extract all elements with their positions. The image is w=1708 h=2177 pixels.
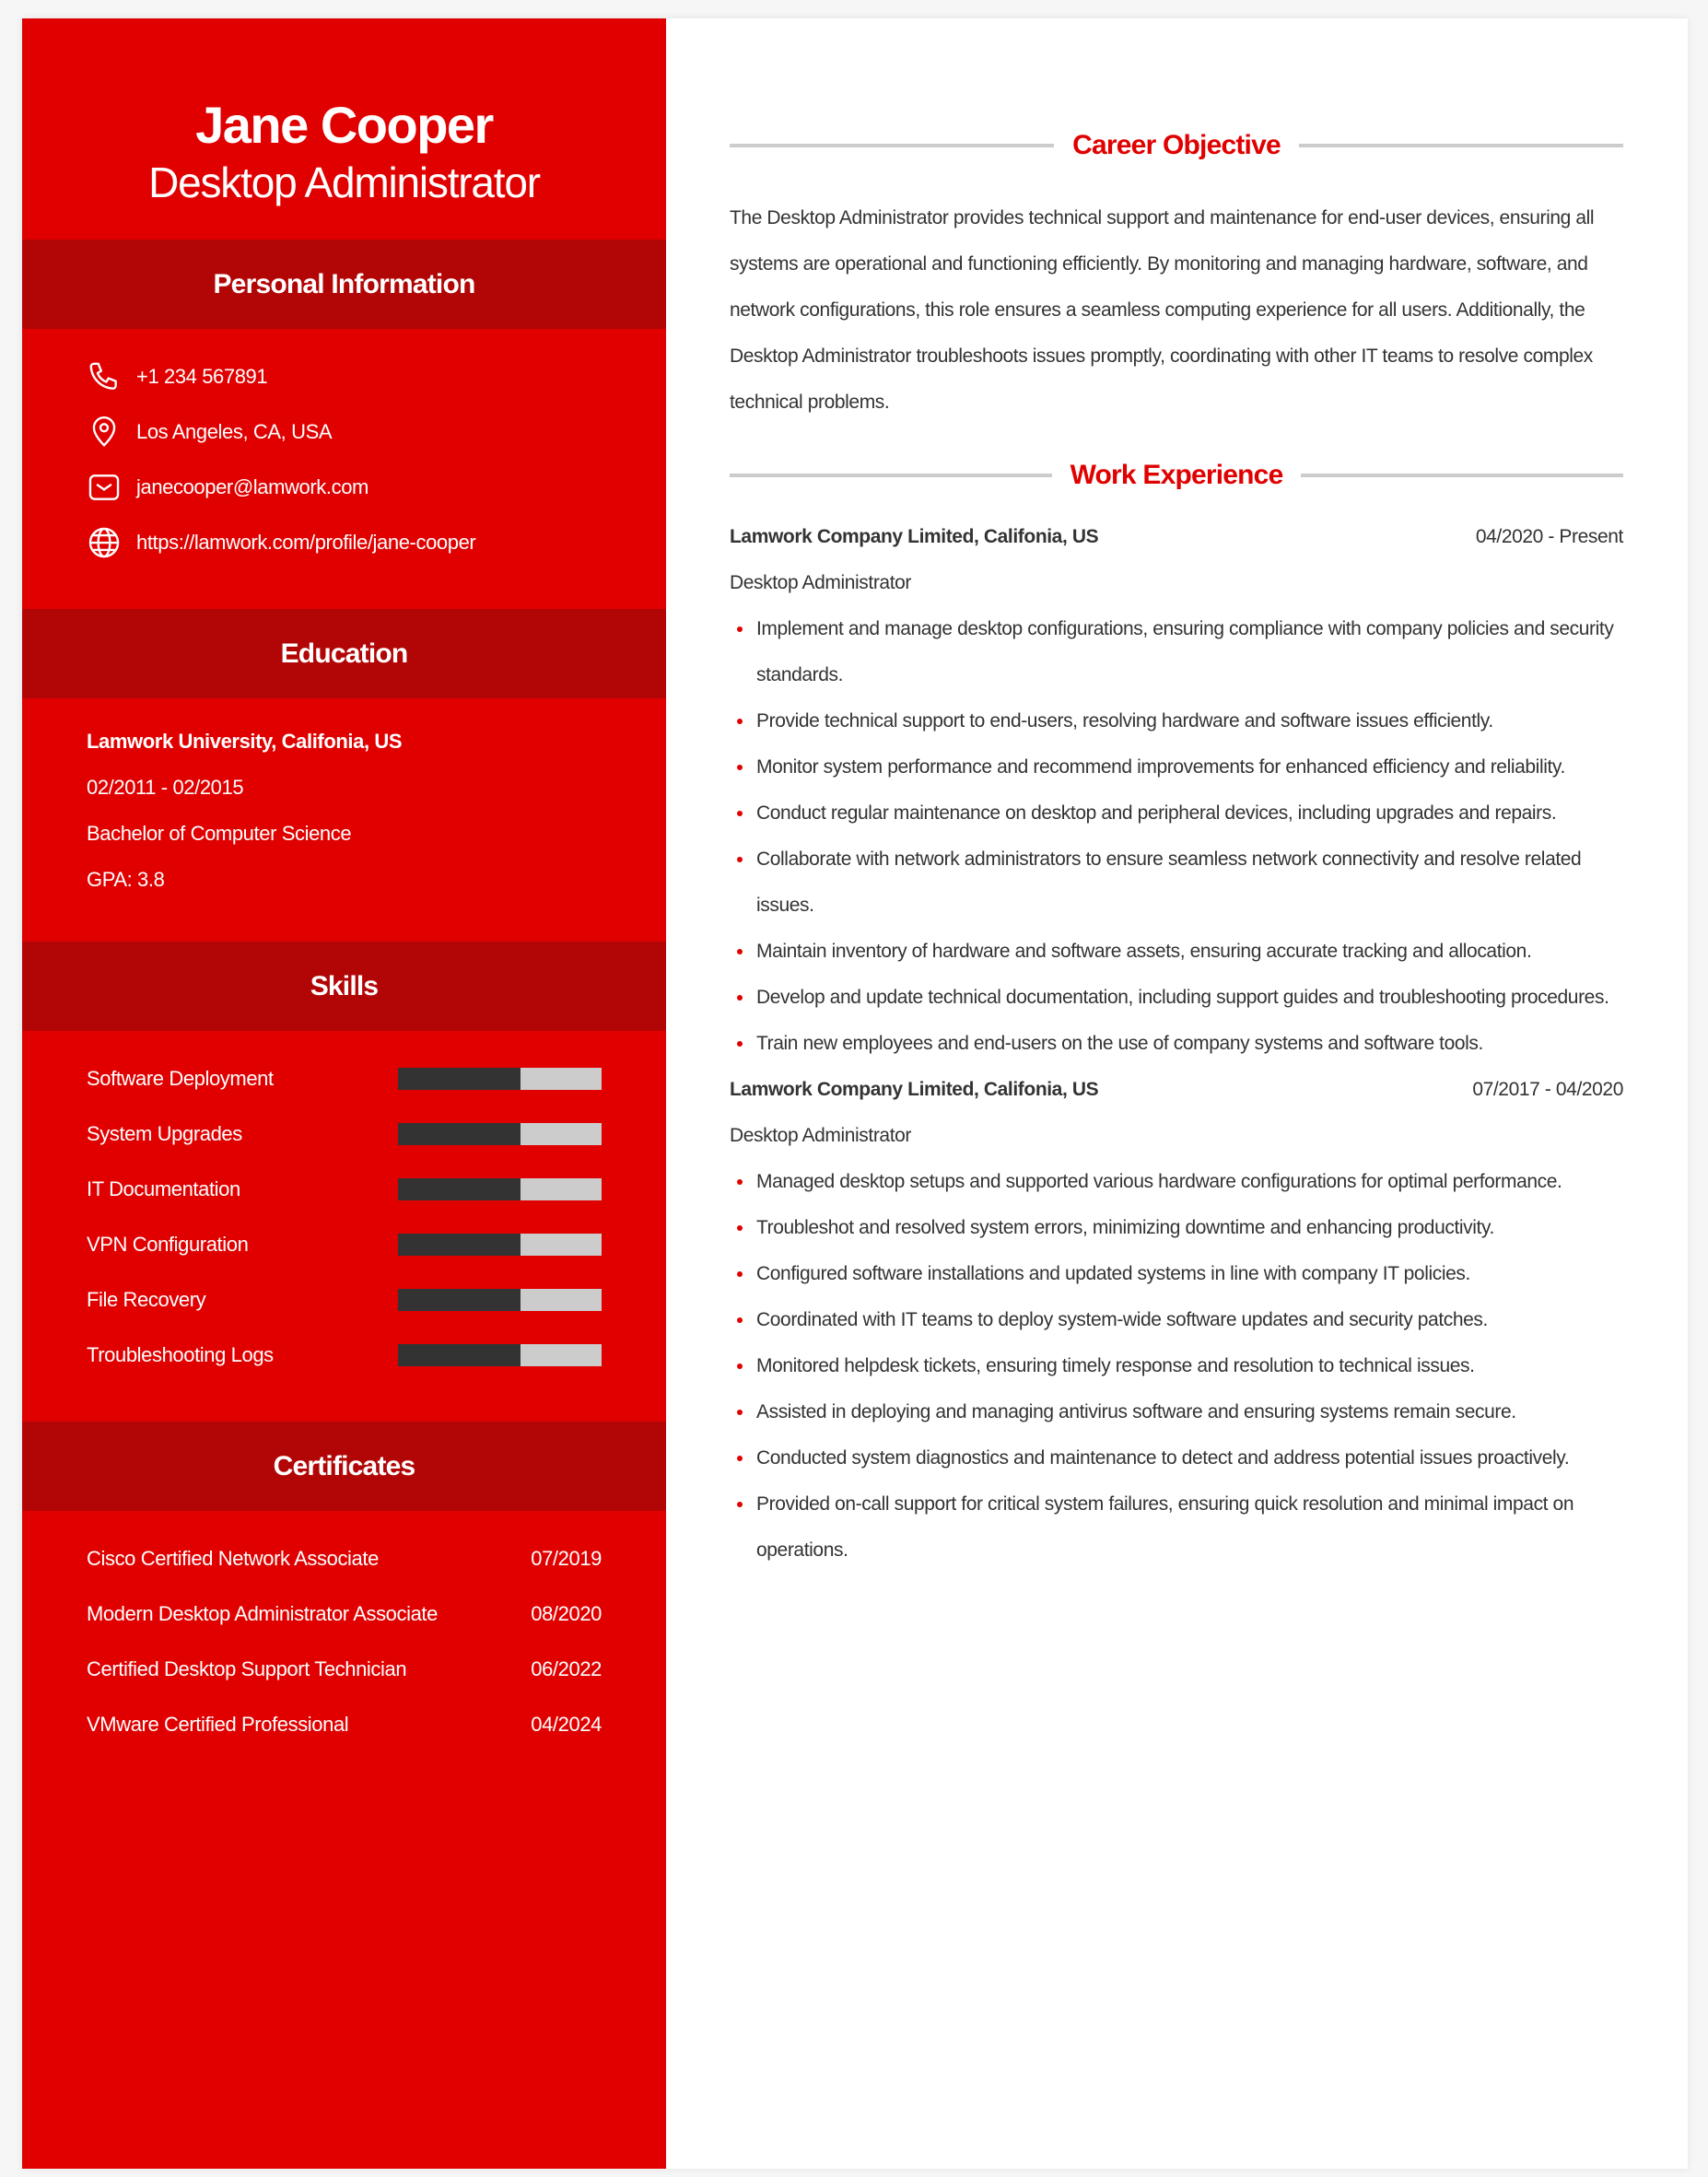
job-bullet: Coordinated with IT teams to deploy system-wide software updates and security patches. <box>730 1297 1623 1343</box>
skills-section <box>22 1031 666 1422</box>
resume-header <box>22 18 666 240</box>
skill-row <box>87 1328 602 1383</box>
skill-level-bar <box>398 1234 602 1256</box>
certificate-name: VMware Certified Professional <box>87 1713 349 1736</box>
job-bullet: Configured software installations and updated systems in line with company IT policies. <box>730 1251 1623 1297</box>
candidate-title: Desktop Administrator <box>148 158 540 206</box>
job-bullet: Assisted in deploying and managing antivirus software and ensuring systems remain secure. <box>730 1389 1623 1435</box>
job-bullet: Conduct regular maintenance on desktop and peripheral devices, including upgrades and repairs. <box>730 790 1623 837</box>
divider <box>1301 474 1623 477</box>
job-bullet: Collaborate with network administrators to ensure seamless network connectivity and resolve related issues. <box>730 837 1623 929</box>
education-dates: 02/2011 - 02/2015 <box>87 776 244 799</box>
certificate-date: 07/2019 <box>531 1547 602 1570</box>
skill-level-fill <box>398 1234 521 1256</box>
skill-level-bar <box>398 1344 602 1366</box>
divider <box>730 144 1054 147</box>
objective-heading-text: Career Objective <box>1072 130 1281 160</box>
location-text: Los Angeles, CA, USA <box>136 420 333 443</box>
certificate-name: Certified Desktop Support Technician <box>87 1657 407 1680</box>
personal-info-heading: Personal Information <box>22 240 666 329</box>
sidebar <box>22 18 666 2169</box>
skill-row <box>87 1051 602 1106</box>
certificate-row <box>87 1697 602 1752</box>
skill-name: File Recovery <box>87 1288 206 1311</box>
skill-name: VPN Configuration <box>87 1233 249 1256</box>
job-bullet: Monitored helpdesk tickets, ensuring timely response and resolution to technical issues. <box>730 1343 1623 1389</box>
education-gpa: GPA: 3.8 <box>87 868 165 891</box>
job-company: Lamwork Company Limited, Califonia, US <box>730 526 1099 547</box>
skill-name: Troubleshooting Logs <box>87 1343 274 1366</box>
certificate-row <box>87 1586 602 1642</box>
job-dates: 04/2020 - Present <box>1475 526 1623 547</box>
divider <box>730 474 1052 477</box>
skill-row <box>87 1217 602 1272</box>
skill-name: System Upgrades <box>87 1122 242 1145</box>
certificates-section <box>22 1511 666 1791</box>
job-header <box>730 514 1623 560</box>
phone-icon <box>87 359 122 394</box>
job-entry <box>730 1067 1623 1574</box>
experience-heading <box>730 457 1623 494</box>
job-bullets <box>730 1159 1623 1574</box>
skill-level-fill <box>398 1068 521 1090</box>
contact-email <box>87 460 602 515</box>
skill-level-bar <box>398 1123 602 1145</box>
skill-level-bar <box>398 1178 602 1200</box>
skill-level-bar <box>398 1289 602 1311</box>
skill-name: IT Documentation <box>87 1177 240 1200</box>
job-bullet: Provide technical support to end-users, resolving hardware and software issues efficiently. <box>730 698 1623 744</box>
job-dates: 07/2017 - 04/2020 <box>1472 1079 1623 1100</box>
mail-icon <box>87 470 122 505</box>
job-bullet: Maintain inventory of hardware and software assets, ensuring accurate tracking and allocation. <box>730 929 1623 975</box>
job-bullet: Train new employees and end-users on the use of company systems and software tools. <box>730 1021 1623 1067</box>
skills-heading: Skills <box>22 942 666 1031</box>
education-section <box>22 698 666 942</box>
resume-page <box>22 18 1688 2169</box>
job-bullets <box>730 606 1623 1067</box>
job-bullet: Managed desktop setups and supported various hardware configurations for optimal performance. <box>730 1159 1623 1205</box>
contact-location <box>87 404 602 460</box>
certificate-date: 04/2024 <box>531 1713 602 1736</box>
main-content <box>666 18 1688 2169</box>
certificate-row <box>87 1531 602 1586</box>
skill-name: Software Deployment <box>87 1067 274 1090</box>
education-heading: Education <box>22 609 666 698</box>
job-entry <box>730 514 1623 1067</box>
job-bullet: Develop and update technical documentation, including support guides and troubleshooting procedures. <box>730 975 1623 1021</box>
skill-row <box>87 1272 602 1328</box>
certificate-name: Modern Desktop Administrator Associate <box>87 1602 438 1625</box>
globe-icon <box>87 525 122 560</box>
skill-level-fill <box>398 1178 521 1200</box>
job-bullet: Conducted system diagnostics and maintenance to detect and address potential issues proactively. <box>730 1435 1623 1481</box>
objective-heading <box>730 127 1623 164</box>
job-list <box>730 514 1623 1574</box>
objective-text: The Desktop Administrator provides technical support and maintenance for end-user devices, ensuring all systems are operational and functioning efficiently. By monitoring and managing hardware, software, and network configurations, this role ensures a seamless computing experience for all users. Additionally, the Desktop Administrator troubleshoots issues promptly, coordinating with other IT teams to resolve complex technical problems. <box>730 207 1595 413</box>
skill-level-fill <box>398 1344 521 1366</box>
skill-row <box>87 1106 602 1162</box>
job-bullet: Monitor system performance and recommend improvements for enhanced efficiency and reliability. <box>730 744 1623 790</box>
email-link[interactable]: janecooper@lamwork.com <box>136 475 369 498</box>
contact-phone <box>87 349 602 404</box>
contact-website <box>87 515 602 570</box>
skill-level-fill <box>398 1289 521 1311</box>
certificate-date: 06/2022 <box>531 1657 602 1680</box>
job-bullet: Provided on-call support for critical system failures, ensuring quick resolution and minimal impact on operations. <box>730 1481 1623 1574</box>
divider <box>1299 144 1623 147</box>
job-role: Desktop Administrator <box>730 572 912 593</box>
certificate-row <box>87 1642 602 1697</box>
experience-heading-text: Work Experience <box>1070 460 1283 490</box>
job-bullet: Implement and manage desktop configurations, ensuring compliance with company policies and security standards. <box>730 606 1623 698</box>
education-school: Lamwork University, Califonia, US <box>87 730 403 753</box>
certificate-name: Cisco Certified Network Associate <box>87 1547 379 1570</box>
job-role: Desktop Administrator <box>730 1125 912 1146</box>
certificates-heading: Certificates <box>22 1422 666 1511</box>
candidate-name: Jane Cooper <box>195 96 493 154</box>
phone-text: +1 234 567891 <box>136 365 268 388</box>
skill-row <box>87 1162 602 1217</box>
skill-level-bar <box>398 1068 602 1090</box>
education-degree: Bachelor of Computer Science <box>87 822 352 845</box>
location-pin-icon <box>87 415 122 450</box>
job-bullet: Troubleshot and resolved system errors, minimizing downtime and enhancing productivity. <box>730 1205 1623 1251</box>
skill-level-fill <box>398 1123 521 1145</box>
job-company: Lamwork Company Limited, Califonia, US <box>730 1079 1099 1100</box>
certificate-date: 08/2020 <box>531 1602 602 1625</box>
personal-info-section <box>22 329 666 609</box>
job-header <box>730 1067 1623 1113</box>
website-link[interactable]: https://lamwork.com/profile/jane-cooper <box>136 531 476 554</box>
